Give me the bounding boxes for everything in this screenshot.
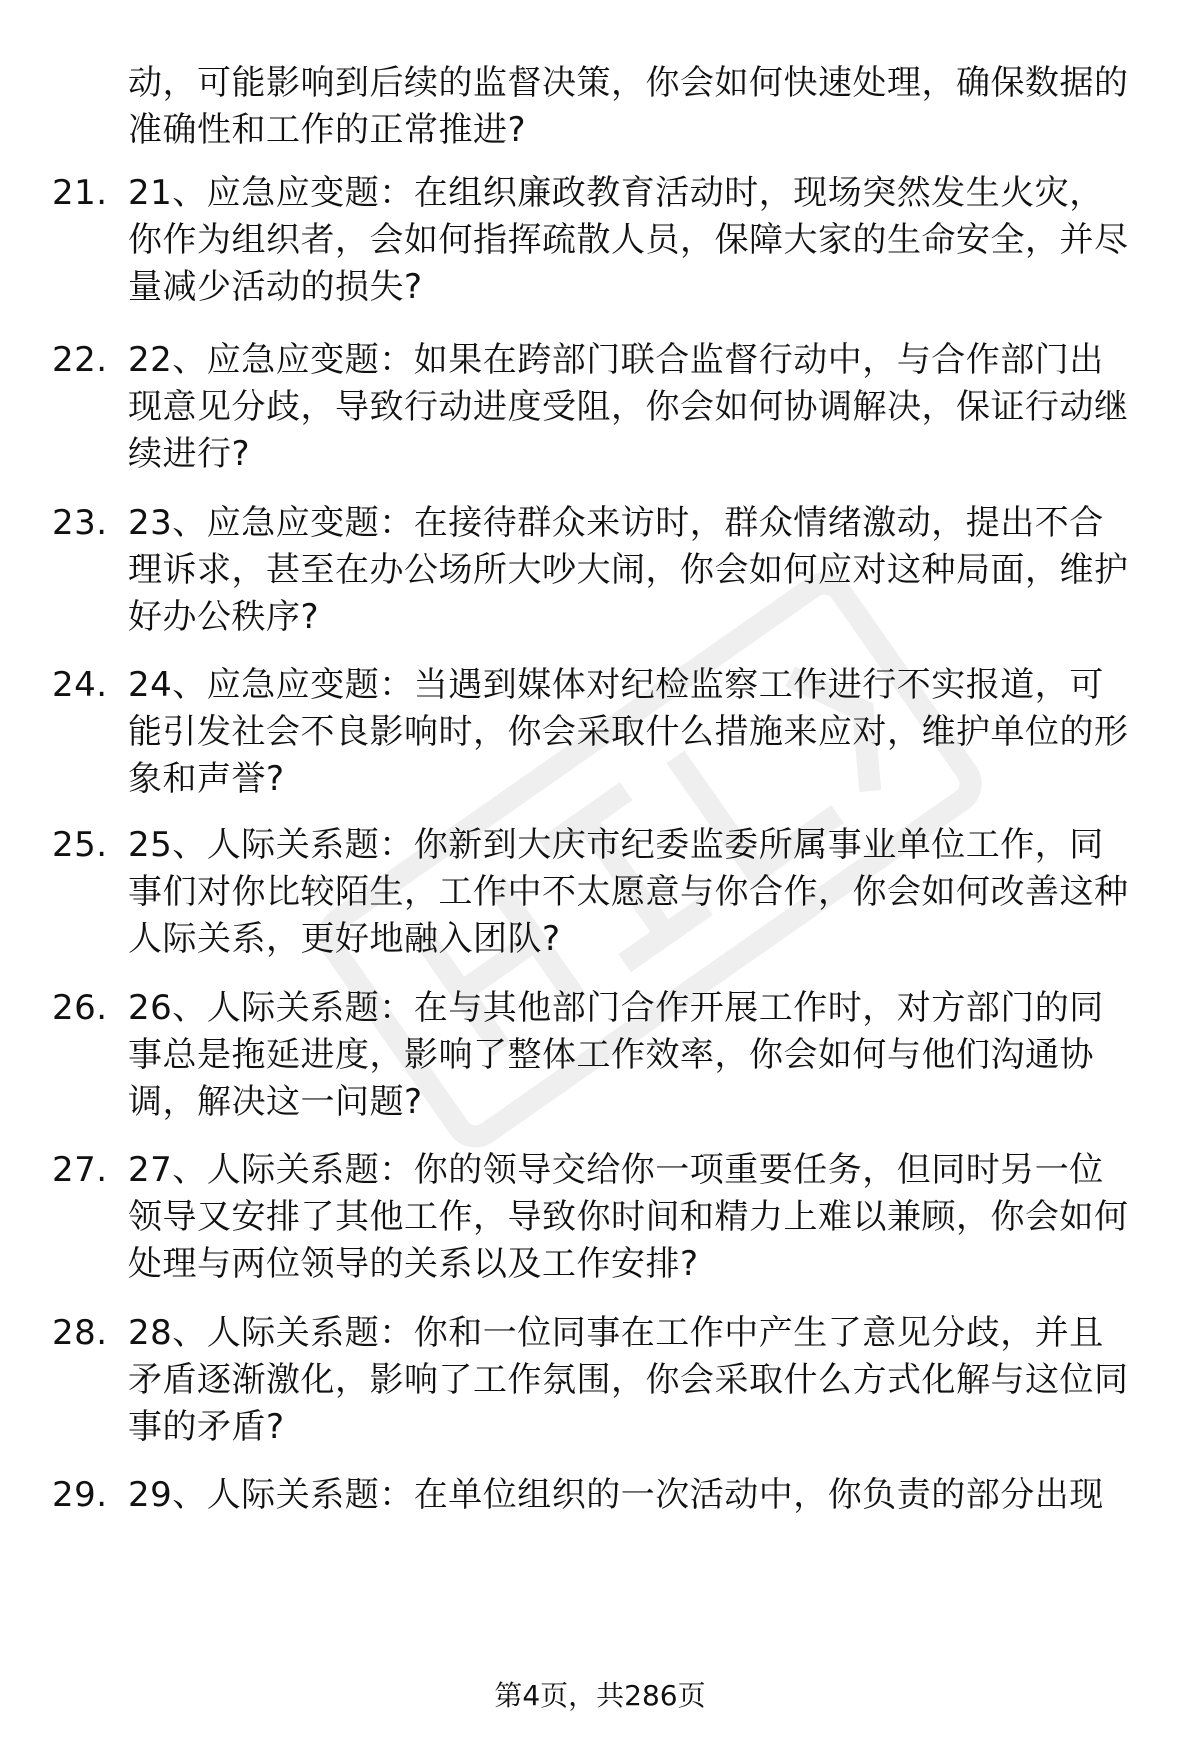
item-number: 22. <box>52 340 108 380</box>
item-text: 24、应急应变题：当遇到媒体对纪检监察工作进行不实报道，可能引发社会不良影响时，你会采取什么措施来应对，维护单位的形象和声誉? <box>128 665 1129 799</box>
continued-question-text: 动，可能影响到后续的监督决策，你会如何快速处理，确保数据的准确性和工作的正常推进? <box>128 63 1129 150</box>
item-number: 24. <box>52 665 108 705</box>
page-footer: 第4页，共286页 <box>494 1679 706 1712</box>
item-text: 23、应急应变题：在接待群众来访时，群众情绪激动，提出不合理诉求，甚至在办公场所大吵大闹，你会如何应对这种局面，维护好办公秩序? <box>128 503 1129 637</box>
item-text: 27、人际关系题：你的领导交给你一项重要任务，但同时另一位领导又安排了其他工作，导致你时间和精力上难以兼顾，你会如何处理与两位领导的关系以及工作安排? <box>128 1150 1129 1284</box>
item-number: 26. <box>52 988 108 1028</box>
item-number: 29. <box>52 1475 108 1515</box>
item-text: 28、人际关系题：你和一位同事在工作中产生了意见分歧，并且矛盾逐渐激化，影响了工作氛围，你会采取什么方式化解与这位同事的矛盾? <box>128 1313 1129 1447</box>
item-number: 25. <box>52 825 108 865</box>
item-number: 28. <box>52 1313 108 1353</box>
item-number: 21. <box>52 173 108 213</box>
item-text: 21、应急应变题：在组织廉政教育活动时，现场突然发生火灾，你作为组织者，会如何指挥疏散人员，保障大家的生命安全，并尽量减少活动的损失? <box>128 173 1129 307</box>
item-text: 29、人际关系题：在单位组织的一次活动中，你负责的部分出现 <box>128 1475 1104 1515</box>
item-text: 25、人际关系题：你新到大庆市纪委监委所属事业单位工作，同事们对你比较陌生，工作中不太愿意与你合作，你会如何改善这种人际关系，更好地融入团队? <box>128 825 1129 959</box>
item-number: 23. <box>52 503 108 543</box>
item-text: 26、人际关系题：在与其他部门合作开展工作时，对方部门的同事总是拖延进度，影响了整体工作效率，你会如何与他们沟通协调，解决这一问题? <box>128 988 1104 1122</box>
item-number: 27. <box>52 1150 108 1190</box>
item-text: 22、应急应变题：如果在跨部门联合监督行动中，与合作部门出现意见分歧，导致行动进度受阻，你会如何协调解决，保证行动继续进行? <box>128 340 1129 474</box>
